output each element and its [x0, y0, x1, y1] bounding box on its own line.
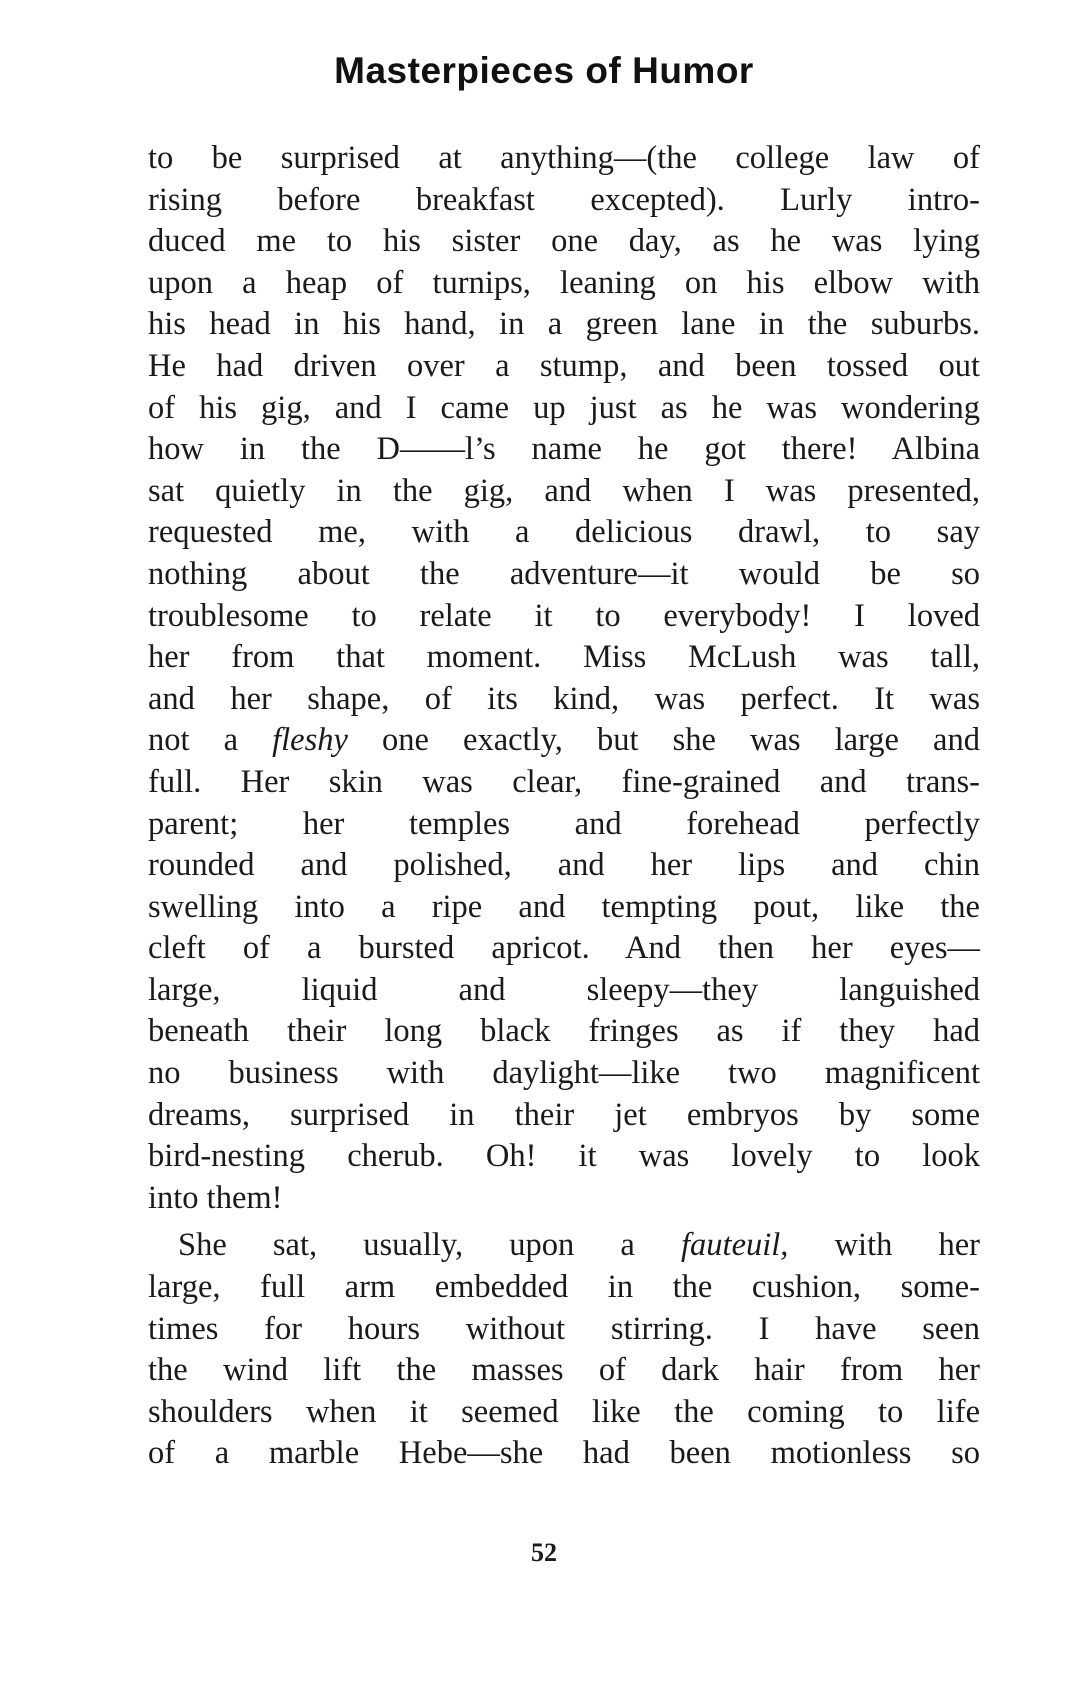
text-line: He had driven over a stump, and been tossed out: [148, 347, 980, 384]
italic-word: fauteuil,: [681, 1227, 789, 1264]
text-line: swelling into a ripe and tempting pout, like the: [148, 888, 980, 925]
text-line: dreams, surprised in their jet embryos by some: [148, 1096, 980, 1133]
text-line: her from that moment. Miss McLush was tall,: [148, 639, 980, 676]
text-line: and her shape, of its kind, was perfect. It was: [148, 680, 980, 717]
text-line: the wind lift the masses of dark hair from her: [148, 1352, 980, 1389]
text-line: large, liquid and sleepy—they languished: [148, 971, 980, 1008]
text-line: to be surprised at anything—(the college law of: [148, 140, 980, 176]
text-line: nothing about the adventure—it would be so: [148, 555, 980, 592]
text-line: full. Her skin was clear, fine-grained and trans-: [148, 763, 980, 800]
text-line: sat quietly in the gig, and when I was presented,: [148, 472, 980, 509]
body-text: [148, 138, 980, 1475]
text-line: shoulders when it seemed like the coming to life: [148, 1393, 980, 1430]
text-line: cleft of a bursted apricot. And then her eyes—: [148, 930, 980, 967]
text-line: upon a heap of turnips, leaning on his elbow with: [148, 264, 980, 301]
text-line: requested me, with a delicious drawl, to say: [148, 514, 980, 551]
text-line: rising before breakfast excepted). Lurly intro-: [148, 181, 980, 218]
text-line: duced me to his sister one day, as he was lying: [148, 223, 980, 260]
text-line: rounded and polished, and her lips and chin: [148, 847, 980, 884]
text-line-with-italic: [148, 720, 980, 762]
text-line: troublesome to relate it to everybody! I loved: [148, 597, 980, 634]
text-line: bird-nesting cherub. Oh! it was lovely to look: [148, 1138, 980, 1175]
text-line: beneath their long black fringes as if they had: [148, 1013, 980, 1050]
text-line: large, full arm embedded in the cushion, some-: [148, 1269, 980, 1306]
text-segment: with her: [788, 1227, 980, 1264]
text-line: how in the D——l’s name he got there! Albina: [148, 431, 980, 468]
italic-word: fleshy: [272, 722, 348, 759]
text-line: his head in his hand, in a green lane in the suburbs.: [148, 306, 980, 343]
text-segment: not a: [148, 722, 273, 759]
text-line: no business with daylight—like two magnificent: [148, 1055, 980, 1092]
text-line: parent; her temples and forehead perfectly: [148, 805, 980, 842]
text-line-with-italic: [148, 1225, 980, 1267]
running-head-title: Masterpieces of Humor: [334, 50, 754, 91]
page-number: 52: [531, 1538, 557, 1567]
text-segment: She sat, usually, upon a: [178, 1227, 682, 1264]
text-line: of his gig, and I came up just as he was wondering: [148, 389, 980, 426]
text-segment: one exactly, but she was large and: [347, 722, 980, 759]
text-line: times for hours without stirring. I have seen: [148, 1310, 980, 1347]
text-line: of a marble Hebe—she had been motionless so: [148, 1435, 980, 1472]
text-line: into them!: [148, 1179, 283, 1216]
